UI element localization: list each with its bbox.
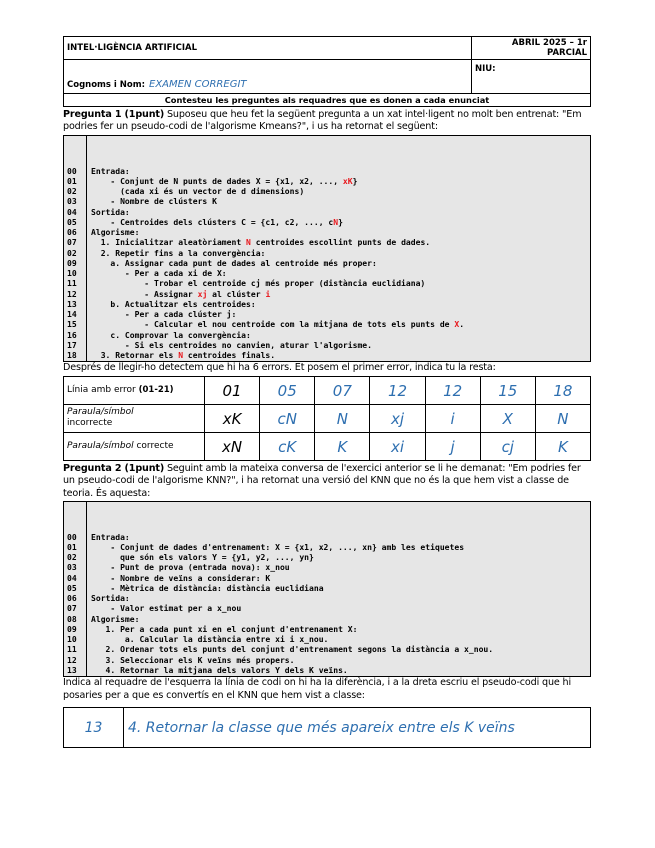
question-1-title: Pregunta 1 (1punt) (63, 109, 165, 120)
error-cell-lines[interactable] (370, 376, 425, 404)
code-text (86, 574, 270, 584)
error-cell-correct[interactable] (425, 432, 480, 460)
code-text (86, 553, 314, 563)
error-cell-correct[interactable] (260, 432, 315, 460)
course-title: INTEL·LIGÈNCIA ARTIFICIAL (64, 37, 472, 60)
code-line (64, 604, 590, 614)
line-number: 04 (67, 573, 77, 583)
code-segment: Sortida: (91, 594, 130, 604)
code-text (86, 300, 256, 310)
line-number: 01 (67, 176, 77, 186)
highlighted-token: i (265, 289, 271, 299)
error-value: 01 (222, 381, 242, 400)
line-number: 10 (67, 269, 77, 279)
code-segment: - Valor estimat per a x_nou (91, 604, 242, 614)
code-segment: - Assignar (91, 289, 198, 299)
code-segment: - Si els centroides no canvien, aturar l'algorisme. (91, 340, 372, 350)
code-line (64, 584, 590, 594)
code-text (86, 197, 217, 207)
error-cell-correct[interactable] (370, 432, 425, 460)
code-segment: a. Assignar cada punt de dades al centroide més proper: (91, 258, 377, 268)
code-text (86, 238, 430, 248)
line-number: 06 (67, 228, 77, 238)
line-number: 12 (67, 289, 77, 299)
code-text (86, 341, 372, 351)
line-number: 09 (67, 624, 77, 634)
exam-header (63, 36, 591, 107)
question-1-statement (63, 109, 591, 134)
name-value: EXAMEN CORREGIT (149, 79, 247, 90)
code-segment: centroides escollint punts de dades. (250, 238, 431, 248)
question-2-statement (63, 463, 591, 500)
code-text (86, 635, 328, 645)
code-text (86, 249, 265, 259)
code-segment: 1. Per a cada punt xi en el conjunt d'entrenament X: (91, 624, 358, 634)
line-number: 11 (67, 645, 77, 655)
error-cell-wrong[interactable] (480, 404, 535, 432)
code-text (86, 218, 343, 228)
code-segment: - Per a cada clúster j: (91, 310, 237, 320)
highlighted-token: N (178, 351, 184, 361)
code-segment: c. Comprovar la convergència: (91, 330, 251, 340)
code-segment: centroides finals. (183, 351, 276, 361)
error-value: K (337, 437, 348, 456)
line-number: 02 (67, 248, 77, 258)
code-line (64, 331, 590, 341)
answer-line-value: 13 (84, 719, 103, 736)
code-segment: . (459, 320, 465, 330)
code-line (64, 187, 590, 197)
error-value: N (336, 409, 348, 428)
code-line (64, 310, 590, 320)
code-segment: 3. Seleccionar els K veïns més propers. (91, 655, 295, 665)
question-2-title: Pregunta 2 (1punt) (63, 462, 165, 474)
code-line (64, 615, 590, 625)
code-segment: - Mètrica de distància: distància euclidiana (91, 583, 324, 593)
line-number: 14 (67, 310, 77, 320)
exam-date: ABRIL 2025 – 1r PARCIAL (472, 37, 591, 60)
code-segment: que són els valors Y = {y1, y2, ..., yn} (91, 553, 314, 563)
exam-page (63, 36, 591, 748)
error-cell-correct[interactable] (205, 432, 260, 460)
line-number: 08 (67, 614, 77, 624)
error-value: j (450, 437, 455, 456)
error-value: xK (222, 409, 242, 428)
code-text (86, 645, 493, 655)
code-segment: 4. Retornar la mitjana dels valors Y dels K veïns. (91, 665, 348, 675)
code-text (86, 208, 130, 218)
line-number: 07 (67, 604, 77, 614)
code-segment: - Calcular el nou centroide com la mitjana de tots els punts de (91, 320, 455, 330)
line-number: 03 (67, 563, 77, 573)
error-value: 12 (443, 381, 463, 400)
error-cell-lines[interactable] (480, 376, 535, 404)
code-text (86, 310, 236, 320)
error-cell-wrong[interactable] (535, 404, 590, 432)
line-number: 02 (67, 553, 77, 563)
code-line (64, 341, 590, 351)
row-label-wrong: Paraula/símbol incorrecte (64, 404, 205, 432)
error-value: cN (277, 409, 297, 428)
code-segment: al clúster (207, 289, 266, 299)
code-text (86, 533, 130, 543)
error-cell-wrong[interactable] (425, 404, 480, 432)
code-line (64, 574, 590, 584)
error-value: cj (501, 437, 514, 456)
code-segment: - Per a cada xi de X: (91, 269, 227, 279)
name-label: Cognoms i Nom: (67, 80, 146, 90)
code-segment: 2. Ordenar tots els punts del conjunt d'entrenament segons la distància a x_nou. (91, 645, 494, 655)
code-line (64, 249, 590, 259)
row-label-line: Línia amb error (01-21) (64, 376, 205, 404)
code-segment: Algorisme: (91, 228, 140, 238)
code-line (64, 543, 590, 553)
highlighted-token: xj (197, 289, 208, 299)
line-number: 16 (67, 330, 77, 340)
code-line (64, 218, 590, 228)
error-cell-wrong[interactable] (370, 404, 425, 432)
code-text (86, 625, 357, 635)
question-2-text: Seguint amb la mateixa conversa de l'exercici anterior se li he demanat: "Em podries fer un pseudo-codi de l'algorisme KNN?", i ha retornat una versió del KNN que no és la que hem vist a classe de teoria. És aquesta: (63, 462, 581, 499)
error-value: 15 (498, 381, 518, 400)
code-segment: (cada xi és un vector de d dimensions) (91, 187, 305, 197)
answer-box (63, 707, 591, 748)
code-line (64, 167, 590, 177)
highlighted-token: N (246, 238, 251, 248)
code-line (64, 625, 590, 635)
answer-line-cell[interactable] (64, 708, 124, 747)
highlighted-token: X (454, 320, 460, 330)
question-2-instruction: Indica al requadre de l'esquerra la línia de codi on hi ha la diferència, i a la dreta escriu el pseudo-codi que hi posaries per a que es convertís en el KNN que hem vist a classe: (63, 677, 571, 701)
code-segment: 1. Inicialitzar aleatòriament (91, 238, 247, 248)
code-segment: b. Actualitzar els centroides: (91, 299, 256, 309)
row-label-correct: Paraula/símbol correcte (64, 432, 205, 460)
error-value: K (558, 437, 568, 456)
error-cell-lines[interactable] (260, 376, 315, 404)
code-segment: - Nombre de clústers K (91, 197, 217, 207)
line-number: 07 (67, 238, 77, 248)
code-text (86, 320, 464, 330)
code-line (64, 645, 590, 655)
code-segment: - Trobar el centroide cj més proper (distància euclidiana) (91, 279, 426, 289)
code-segment: - Nombre de veïns a considerar: K (91, 573, 271, 583)
error-cell-correct[interactable] (480, 432, 535, 460)
code-segment: Algorisme: (91, 614, 140, 624)
line-number: 13 (67, 665, 77, 675)
answer-code-cell[interactable] (124, 708, 590, 747)
code-text (86, 228, 139, 238)
code-line (64, 177, 590, 187)
line-number: 12 (67, 655, 77, 665)
highlighted-token: xK (342, 176, 353, 186)
error-value: i (450, 409, 455, 428)
code-text (86, 584, 324, 594)
code-text (86, 167, 130, 177)
code-text (86, 615, 139, 625)
code-line (64, 269, 590, 279)
error-cell-lines[interactable] (315, 376, 370, 404)
kmeans-code-block (63, 135, 591, 363)
code-text (86, 351, 275, 361)
code-text (86, 594, 130, 604)
error-line-row (64, 376, 591, 404)
answer-code-value: 4. Retornar la classe que més apareix entre els K veïns (128, 719, 515, 736)
code-line (64, 238, 590, 248)
error-cell-lines[interactable] (205, 376, 260, 404)
code-segment: 2. Repetir fins a la convergència: (91, 248, 266, 258)
code-text (86, 543, 464, 553)
code-line (64, 279, 590, 289)
code-line (64, 208, 590, 218)
code-line (64, 197, 590, 207)
niu-label: NIU: (475, 64, 496, 74)
code-segment: a. Calcular la distància entre xi i x_nou. (91, 635, 329, 645)
code-text (86, 290, 270, 300)
code-line (64, 259, 590, 269)
line-number: 02 (67, 187, 77, 197)
error-value: N (557, 409, 569, 428)
error-value: xN (222, 437, 243, 456)
error-value: xi (390, 437, 405, 456)
line-number: 15 (67, 320, 77, 330)
line-number: 10 (67, 635, 77, 645)
question-1-instruction: Després de llegir-ho detectem que hi ha 6 errors. Et posem el primer error, indica tu la resta: (63, 362, 496, 374)
code-line (64, 553, 590, 563)
error-wrong-row (64, 404, 591, 432)
code-line (64, 320, 590, 330)
code-line (64, 300, 590, 310)
error-cell-lines[interactable] (425, 376, 480, 404)
line-number: 11 (67, 279, 77, 289)
code-segment: 3. Retornar els (91, 351, 179, 361)
code-segment: - Centroides dels clústers C = {c1, c2, ..., c (91, 217, 334, 227)
code-segment: - Punt de prova (entrada nova): x_nou (91, 563, 290, 573)
code-text (86, 177, 357, 187)
error-cell-wrong[interactable] (315, 404, 370, 432)
instructions: Contesteu les preguntes als requadres que es donen a cada enunciat (64, 94, 591, 107)
line-number: 05 (67, 217, 77, 227)
code-text (86, 656, 294, 666)
error-value: 05 (277, 381, 297, 400)
code-text (86, 563, 290, 573)
error-value: X (502, 409, 513, 428)
code-segment: Sortida: (91, 207, 130, 217)
knn-code-block (63, 501, 591, 677)
code-segment: Entrada: (91, 166, 130, 176)
line-number: 04 (67, 207, 77, 217)
code-line (64, 666, 590, 676)
error-cell-wrong[interactable] (260, 404, 315, 432)
code-line (64, 563, 590, 573)
error-correct-row (64, 432, 591, 460)
code-segment: } (352, 176, 358, 186)
highlighted-token: N (333, 217, 339, 227)
code-text (86, 187, 304, 197)
line-number: 00 (67, 166, 77, 176)
line-number: 06 (67, 594, 77, 604)
code-text (86, 269, 227, 279)
name-cell (64, 60, 472, 94)
line-number: 03 (67, 197, 77, 207)
line-number: 13 (67, 299, 77, 309)
error-cell-wrong[interactable] (205, 404, 260, 432)
code-line (64, 351, 590, 361)
line-number: 17 (67, 340, 77, 350)
code-segment: - Conjunt de dades d'entrenament: X = {x1, x2, ..., xn} amb les etiquetes (91, 542, 465, 552)
code-text (86, 604, 241, 614)
code-text (86, 259, 377, 269)
code-segment: - Conjunt de N punts de dades X = {x1, x2, ..., (91, 176, 343, 186)
code-text (86, 331, 251, 341)
error-cell-lines[interactable] (535, 376, 590, 404)
niu-cell (472, 60, 591, 94)
error-table (63, 376, 591, 461)
error-value: xj (390, 409, 405, 428)
error-cell-correct[interactable] (535, 432, 590, 460)
error-cell-correct[interactable] (315, 432, 370, 460)
code-line (64, 290, 590, 300)
code-line (64, 635, 590, 645)
line-number: 00 (67, 532, 77, 542)
error-value: 07 (332, 381, 352, 400)
line-number: 01 (67, 542, 77, 552)
code-line (64, 533, 590, 543)
code-line (64, 656, 590, 666)
code-segment: } (338, 217, 343, 227)
line-number: 05 (67, 583, 77, 593)
question-1-text: Suposeu que heu fet la següent pregunta a un xat intel·ligent no molt ben entrenat: "Em podries fer un pseudo-codi de l'algorisme Kmeans?", i us ha retornat el següent: (63, 109, 582, 133)
code-text (86, 666, 348, 676)
code-line (64, 594, 590, 604)
line-number: 09 (67, 258, 77, 268)
error-value: 18 (553, 381, 573, 400)
code-segment: Entrada: (91, 532, 130, 542)
line-number: 18 (67, 351, 77, 361)
code-text (86, 279, 425, 289)
error-value: 12 (387, 381, 408, 400)
code-line (64, 228, 590, 238)
error-value: cK (278, 437, 297, 456)
